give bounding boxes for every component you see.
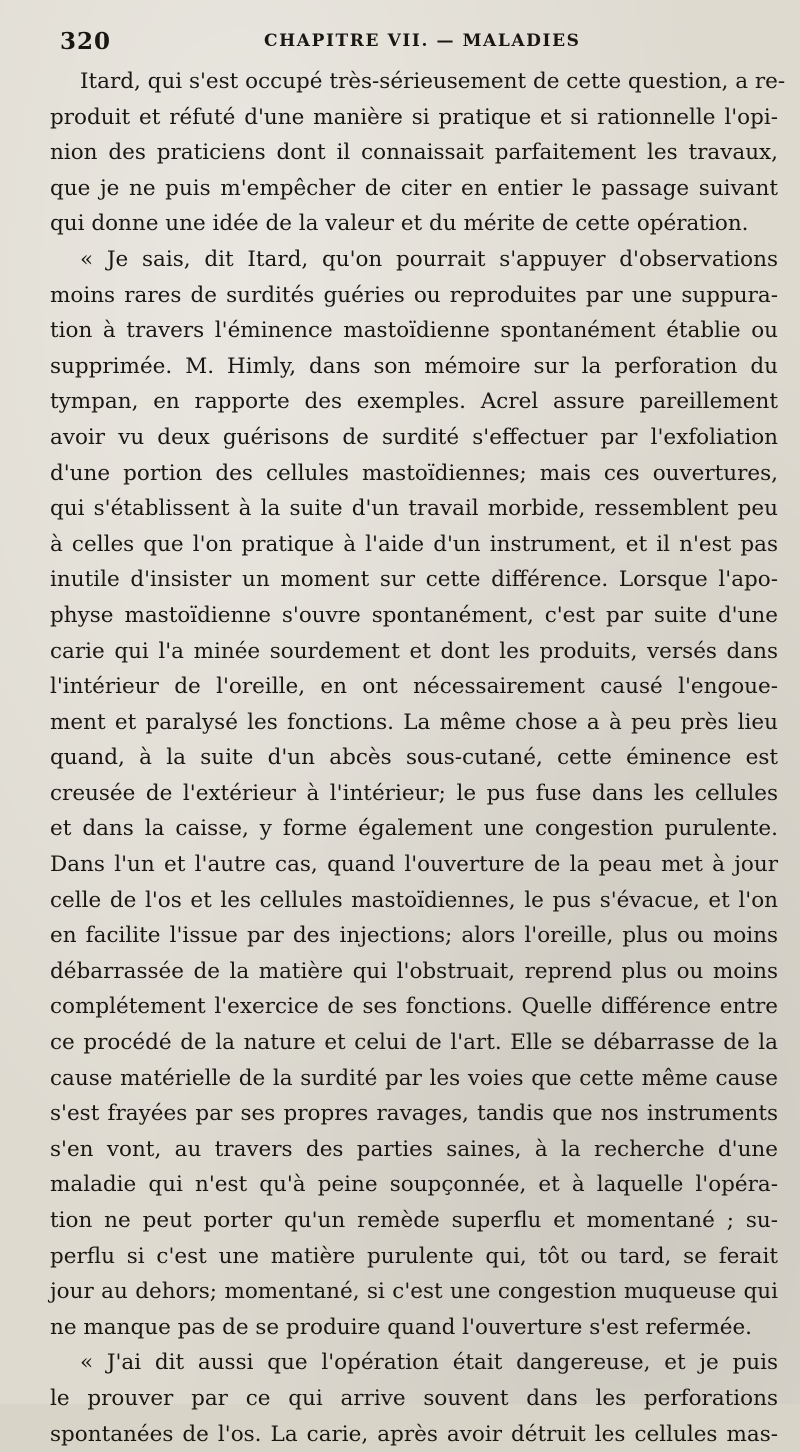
text-line: nion des praticiens dont il connaissait parfaitement les travaux, (50, 140, 778, 166)
text-line: carie qui l'a minée sourdement et dont les produits, versés dans (50, 638, 778, 664)
text-line: et dans la caisse, y forme également une congestion purulente. (50, 816, 778, 842)
text-line: Dans l'un et l'autre cas, quand l'ouverture de la peau met à jour (50, 852, 778, 878)
text-line: jour au dehors; momentané, si c'est une congestion muqueuse qui (50, 1279, 778, 1305)
text-line: ce procédé de la nature et celui de l'art. Elle se débarrasse de la (50, 1030, 778, 1056)
text-line: perflu si c'est une matière purulente qui, tôt ou tard, se ferait (50, 1243, 778, 1269)
text-line: « Je sais, dit Itard, qu'on pourrait s'appuyer d'observations (80, 246, 778, 272)
text-line: moins rares de surdités guéries ou reproduites par une suppura- (50, 282, 778, 308)
text-line: complétement l'exercice de ses fonctions. Quelle différence entre (50, 994, 778, 1020)
running-head: CHAPITRE VII. — MALADIES (264, 31, 581, 51)
page-number: 320 (60, 28, 112, 55)
text-line: physe mastoïdienne s'ouvre spontanément, c'est par suite d'une (50, 602, 778, 628)
text-line: supprimée. M. Himly, dans son mémoire sur la perforation du (50, 353, 778, 379)
text-line: quand, à la suite d'un abcès sous-cutané, cette éminence est (50, 745, 778, 771)
text-line: l'intérieur de l'oreille, en ont nécessairement causé l'engoue- (50, 674, 778, 700)
text-line: ne manque pas de se produire quand l'ouverture s'est refermée. (50, 1314, 753, 1340)
text-line: celle de l'os et les cellules mastoïdiennes, le pus s'évacue, et l'on (50, 887, 778, 913)
text-line: creusée de l'extérieur à l'intérieur; le pus fuse dans les cellules (50, 780, 778, 806)
text-line: tion à travers l'éminence mastoïdienne spontanément établie ou (50, 318, 778, 344)
text-line: le prouver par ce qui arrive souvent dans les perforations (50, 1385, 778, 1411)
text-line: produit et réfuté d'une manière si pratique et si rationnelle l'opi- (50, 104, 778, 130)
text-line: s'en vont, au travers des parties saines, à la recherche d'une (50, 1136, 778, 1162)
text-line: maladie qui n'est qu'à peine soupçonnée, et à laquelle l'opéra- (50, 1172, 778, 1198)
text-line: inutile d'insister un moment sur cette différence. Lorsque l'apo- (50, 567, 778, 593)
body-text (50, 64, 786, 1452)
text-line: Itard, qui s'est occupé très-sérieusement de cette question, a re- (80, 69, 786, 94)
text-line: spontanées de l'os. La carie, après avoir détruit les cellules mas- (50, 1421, 778, 1447)
page-header (50, 28, 778, 62)
text-line: « J'ai dit aussi que l'opération était dangereuse, et je puis (80, 1350, 778, 1376)
text-line: ment et paralysé les fonctions. La même chose a à peu près lieu (50, 709, 778, 735)
text-line: tion ne peut porter qu'un remède superflu et momentané ; su- (50, 1208, 778, 1233)
text-line: avoir vu deux guérisons de surdité s'effectuer par l'exfoliation (50, 424, 778, 450)
text-line: en facilite l'issue par des injections; alors l'oreille, plus ou moins (50, 923, 778, 949)
text-line: qui s'établissent à la suite d'un travail morbide, ressemblent peu (50, 496, 778, 522)
text-line: que je ne puis m'empêcher de citer en entier le passage suivant (50, 175, 778, 201)
text-line: tympan, en rapporte des exemples. Acrel assure pareillement (50, 389, 778, 415)
text-line: cause matérielle de la surdité par les voies que cette même cause (50, 1065, 778, 1091)
text-line: débarrassée de la matière qui l'obstruait, reprend plus ou moins (50, 958, 778, 984)
text-line: s'est frayées par ses propres ravages, tandis que nos instruments (50, 1101, 778, 1127)
text-line: à celles que l'on pratique à l'aide d'un instrument, et il n'est pas (50, 531, 778, 557)
text-line: qui donne une idée de la valeur et du mérite de cette opération. (50, 211, 749, 237)
text-line: d'une portion des cellules mastoïdiennes; mais ces ouvertures, (50, 460, 778, 486)
